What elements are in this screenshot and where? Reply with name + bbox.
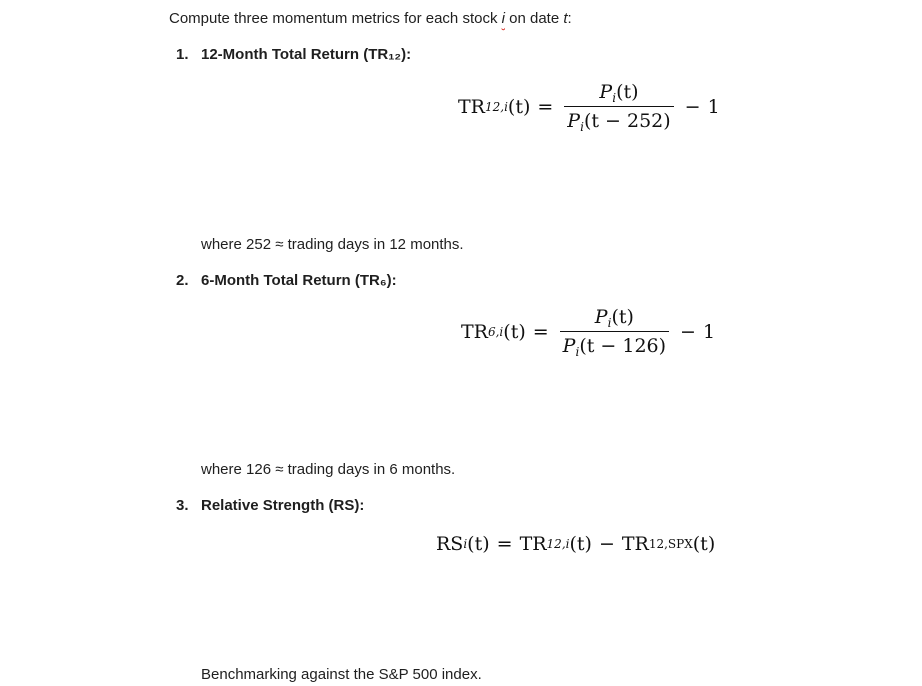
formula-tr12-one: 1 xyxy=(707,95,720,118)
intro-middle: on date xyxy=(504,10,564,27)
formula-tr6-lhs-name: TR xyxy=(461,320,488,343)
note-rs: Benchmarking against the S&P 500 index. xyxy=(201,666,482,683)
formula-tr12-denominator: P xyxy=(567,110,581,132)
formula-tr6-denominator-sub: i xyxy=(575,345,580,359)
formula-rs-term1-name: TR xyxy=(519,533,547,555)
formula-tr12-lhs-arg: (t) xyxy=(507,95,531,118)
formula-rs-lhs-arg: (t) xyxy=(467,533,490,555)
formula-tr12-fraction xyxy=(564,80,673,133)
formula-tr12-lhs-name: TR xyxy=(458,95,485,118)
list-number-1: 1. xyxy=(176,46,189,63)
intro-text xyxy=(169,9,572,29)
formula-tr12-equals: = xyxy=(537,95,554,118)
formula-tr6-numerator-arg: (t) xyxy=(611,306,634,328)
formula-tr6-numerator: P xyxy=(594,306,608,328)
item-title-rs: Relative Strength (RS): xyxy=(201,497,365,514)
intro-suffix: : xyxy=(567,10,572,27)
list-number-3: 3. xyxy=(176,497,189,514)
formula-tr12-denominator-sub: i xyxy=(580,120,584,134)
formula-tr12-numerator-sub: i xyxy=(612,91,617,105)
formula-tr6-denominator-arg: (t − 126) xyxy=(579,335,667,357)
formula-tr6: TR 6,i (t) = $\frac{P_i(t)}{P_i(t - 126)}$ − 1 xyxy=(461,306,716,359)
formula-tr12-numerator: P xyxy=(599,81,613,103)
formula-rs-minus: − xyxy=(598,533,615,555)
formula-rs-lhs-name: RS xyxy=(436,533,464,555)
formula-tr6-one: 1 xyxy=(702,320,716,343)
formula-tr12-numerator-arg: (t) xyxy=(616,81,639,103)
formula-tr6-equals: = xyxy=(532,320,549,343)
formula-tr12: TR 12,i (t) = $\frac{P_i(t)}{P_i(t - 252)}$ − 1 xyxy=(458,81,720,134)
formula-tr6-minus: − xyxy=(680,320,696,343)
formula-tr6-numerator-sub: i xyxy=(607,316,612,330)
formula-tr6-lhs-arg: (t) xyxy=(503,320,526,343)
formula-tr6-fraction xyxy=(560,305,669,358)
formula-rs-term2-name: TR xyxy=(621,533,649,555)
formula-rs-term1-arg: (t) xyxy=(569,533,592,555)
formula-rs-equals: = xyxy=(496,533,513,555)
intro-prefix: Compute three momentum metrics for each stock xyxy=(169,10,502,27)
formula-rs-term2-arg: (t) xyxy=(692,533,716,555)
item-title-tr6: 6-Month Total Return (TR₆): xyxy=(201,272,397,289)
list-number-2: 2. xyxy=(176,272,189,289)
note-tr6: where 126 ≈ trading days in 6 months. xyxy=(201,461,456,478)
formula-tr12-minus: − xyxy=(684,95,701,118)
note-tr12: where 252 ≈ trading days in 12 months. xyxy=(201,236,464,253)
formula-rs: RS i (t) = TR 12,i (t) − TR 12,SPX (t) xyxy=(436,533,716,555)
item-title-tr12: 12-Month Total Return (TR₁₂): xyxy=(201,46,412,63)
formula-tr12-denominator-arg: (t − 252) xyxy=(583,110,671,132)
intro-variable-i: i xyxy=(501,10,505,27)
formula-tr6-denominator: P xyxy=(562,335,576,357)
intro-variable-t: t xyxy=(563,10,568,27)
